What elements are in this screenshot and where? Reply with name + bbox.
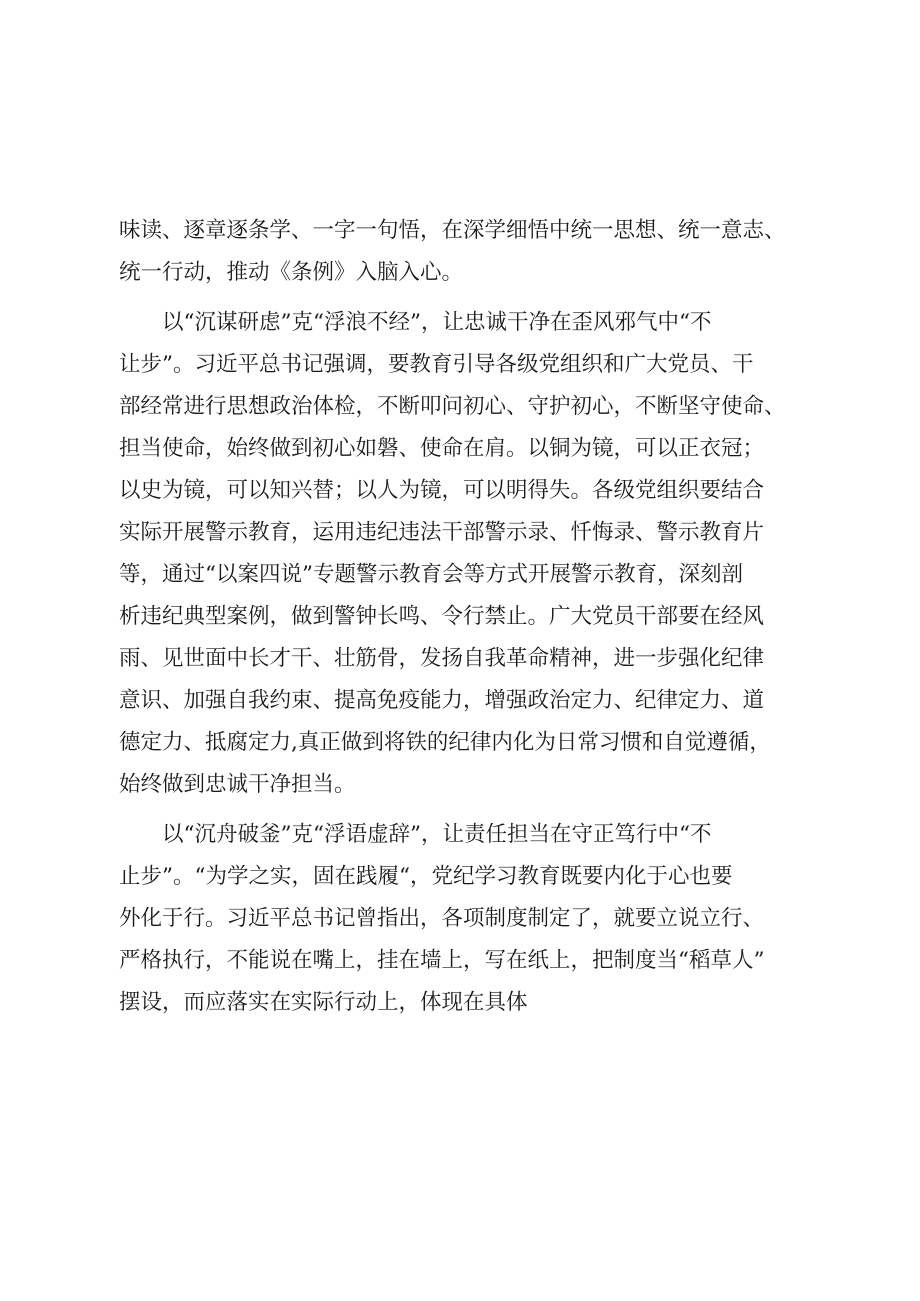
paragraph-2: [119, 302, 819, 806]
text-line: 等，通过“以案四说”专题警示教育会等方式开展警示教育，深刻剖: [119, 562, 743, 587]
text-line: 味读、逐章逐条学、一字一句悟，在深学细悟中统一思想、统一意志、: [119, 218, 786, 243]
paragraph-1: [119, 210, 819, 294]
document-body: [119, 210, 819, 1024]
text-line: 摆设，而应落实在实际行动上，体现在具体: [119, 990, 528, 1015]
text-line: 析违纪典型案例，做到警钟长鸣、令行禁止。广大党员干部要在经风: [119, 604, 765, 629]
text-line: 严格执行，不能说在嘴上，挂在墙上，写在纸上，把制度当“稻草人”: [119, 948, 765, 973]
text-line: 实际开展警示教育，运用违纪违法干部警示录、忏悔录、警示教育片: [119, 520, 765, 545]
text-line: 德定力、抵腐定力,真正做到将铁的纪律内化为日常习惯和自觉遵循，: [119, 730, 771, 755]
text-line: 统一行动，推动《条例》入脑入心。: [119, 260, 464, 285]
text-line: 外化于行。习近平总书记曾指出，各项制度制定了，就要立说立行、: [119, 906, 765, 931]
text-line: 意识、加强自我约束、提高免疫能力，增强政治定力、纪律定力、道: [119, 688, 765, 713]
paragraph-spacer: [119, 806, 819, 814]
text-line: 担当使命，始终做到初心如磐、使命在肩。以铜为镜，可以正衣冠；: [119, 436, 765, 461]
text-line: 以“沉舟破釜”克“浮语虚辞”，让责任担当在守正笃行中“不: [119, 822, 712, 847]
text-line: 部经常进行思想政治体检，不断叩问初心、守护初心，不断坚守使命、: [119, 394, 786, 419]
text-line: 以史为镜，可以知兴替；以人为镜，可以明得失。各级党组织要结合: [119, 478, 765, 503]
text-line: 始终做到忠诚干净担当。: [119, 772, 356, 797]
paragraph-spacer: [119, 294, 819, 302]
paragraph-3: [119, 814, 819, 1024]
text-line: 雨、见世面中长才干、壮筋骨，发扬自我革命精神，进一步强化纪律: [119, 646, 765, 671]
text-line: 以“沉谋研虑”克“浮浪不经”，让忠诚干净在歪风邪气中“不: [119, 310, 712, 335]
text-line: 止步”。“为学之实，固在践履“，党纪学习教育既要内化于心也要: [119, 864, 733, 889]
text-line: 让步”。习近平总书记强调，要教育引导各级党组织和广大党员、干: [119, 352, 754, 377]
